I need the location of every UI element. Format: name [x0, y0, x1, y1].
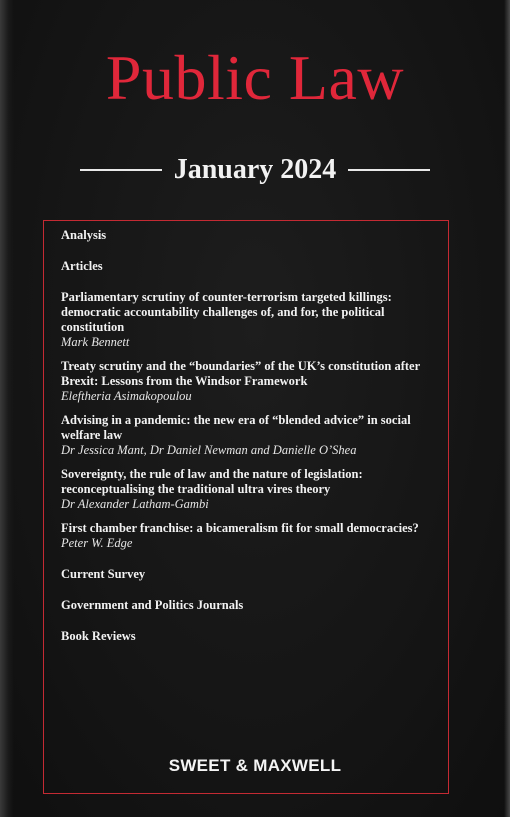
article-title-line: Brexit: Lessons from the Windsor Framework	[61, 374, 308, 388]
article-title-line: Parliamentary scrutiny of counter-terrorism targeted killings:	[61, 290, 392, 304]
article-title-line: welfare law	[61, 428, 123, 442]
article-title-line: Advising in a pandemic: the new era of “blended advice” in social	[61, 413, 411, 427]
issue-date: January 2024	[173, 154, 337, 185]
section-government-politics-journals: Government and Politics Journals	[61, 598, 244, 612]
article-title-line: reconceptualising the traditional ultra vires theory	[61, 482, 331, 496]
article-entry	[61, 413, 441, 458]
cover-left-edge	[0, 0, 14, 817]
article-author: Peter W. Edge	[61, 536, 133, 550]
article-entry	[61, 521, 441, 551]
article-title-line: constitution	[61, 320, 125, 334]
table-of-contents	[61, 228, 441, 644]
section-current-survey: Current Survey	[61, 567, 146, 581]
article-title-line: democratic accountability challenges of, and for, the political	[61, 305, 385, 319]
issue-rule-right	[348, 169, 430, 171]
cover-right-edge	[504, 0, 510, 817]
article-author: Dr Jessica Mant, Dr Daniel Newman and Danielle O’Shea	[61, 443, 357, 457]
section-book-reviews: Book Reviews	[61, 629, 136, 643]
article-author: Dr Alexander Latham-Gambi	[61, 497, 209, 511]
article-title-line: Treaty scrutiny and the “boundaries” of the UK’s constitution after	[61, 359, 421, 373]
article-author: Mark Bennett	[61, 335, 130, 349]
article-entry	[61, 359, 441, 404]
article-entry	[61, 467, 441, 512]
article-title-line: First chamber franchise: a bicameralism fit for small democracies?	[61, 521, 419, 535]
article-author: Eleftheria Asimakopoulou	[61, 389, 192, 403]
section-articles: Articles	[61, 259, 103, 273]
article-title-line: Sovereignty, the rule of law and the nature of legislation:	[61, 467, 363, 481]
article-entry	[61, 290, 441, 350]
section-analysis: Analysis	[61, 228, 107, 242]
journal-title: Public Law	[105, 42, 405, 113]
publisher-logo: SWEET & MAXWELL	[168, 756, 342, 775]
issue-rule-left	[80, 169, 162, 171]
issue-date-row	[0, 152, 510, 188]
